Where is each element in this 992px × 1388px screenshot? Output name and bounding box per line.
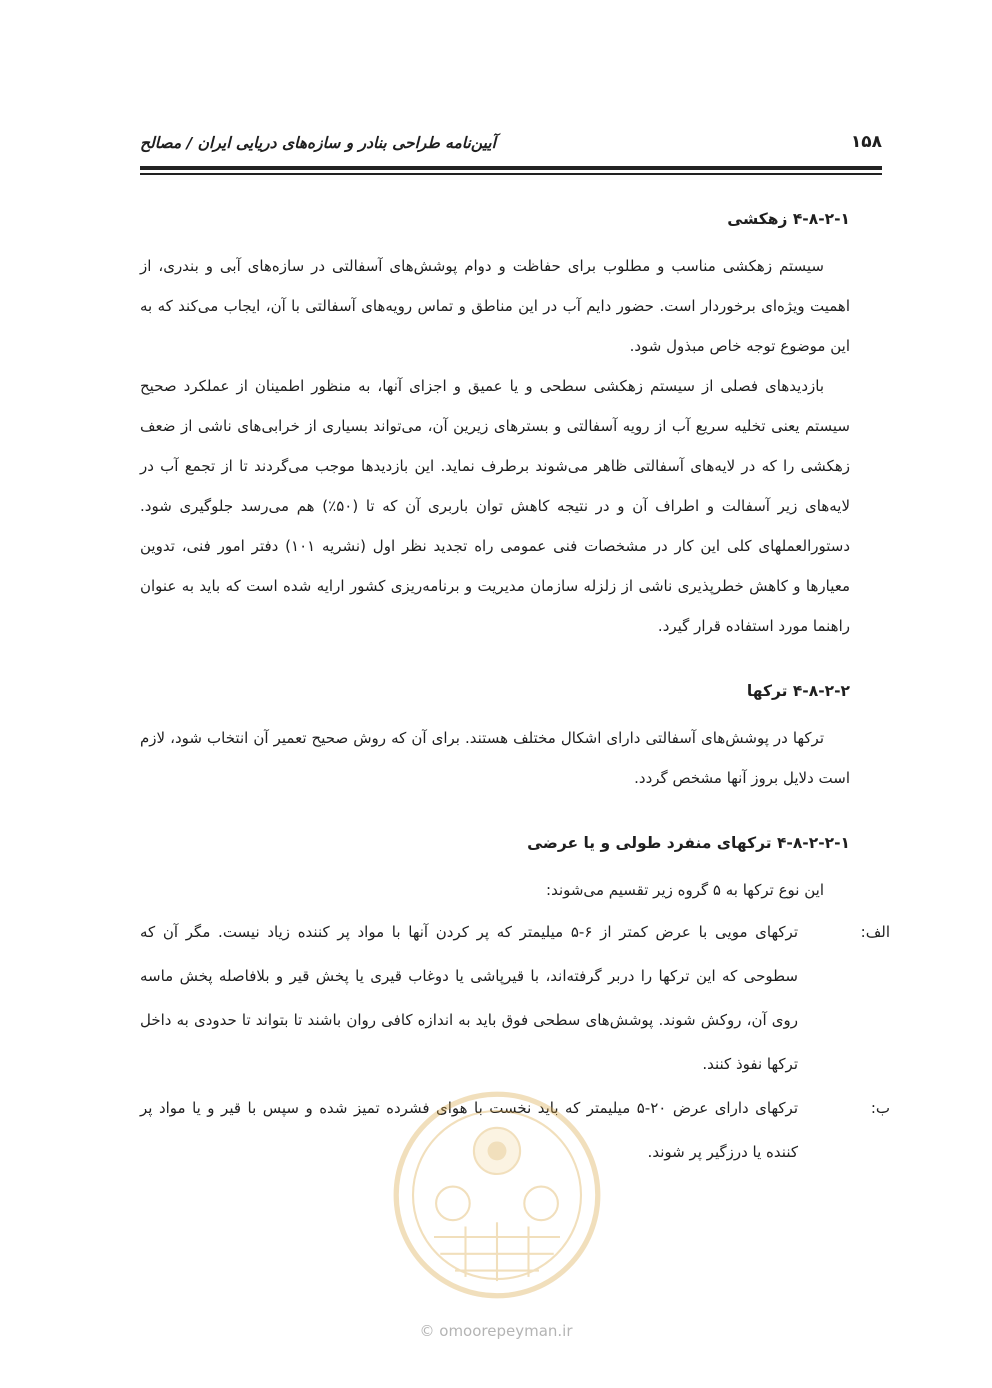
list-marker: الف: xyxy=(860,923,890,941)
document-body xyxy=(140,206,890,1174)
paragraph-drainage-2: بازدیدهای فصلی از سیستم زهکشی سطحی و یا عمیق و اجزای آنها، به منظور اطمینان از عملکرد صحیح سیستم یعنی تخلیه سریع آب از رویه آسفالتی و بسترهای زیرین آن، می‌تواند بسیاری از خرابی‌های ناشی از ضعف زهکشی را که در لایه‌های آسفالتی ظاهر می‌شوند برطرف نماید. این بازدیدها موجب می‌گردند تا از تجمع آب در لایه‌های زیر آسفالت و اطراف آن و در نتیجه کاهش توان باربری آن که تا (۵۰٪) هم می‌رسد جلوگیری شود. دستورالعملهای کلی این کار در مشخصات فنی عمومی راه تجدید نظر اول (نشریه ۱۰۱) دفتر امور فنی، تدوین معیارها و کاهش خطرپذیری ناشی از زلزله سازمان مدیریت و برنامه‌ریزی کشور ارایه شده است که باید به عنوان راهنما مورد استفاده قرار گیرد. xyxy=(140,377,851,635)
section-heading-single-cracks: ۴-۸-۲-۲-۱ ترکهای منفرد طولی و یا عرضی xyxy=(527,834,850,852)
paragraph-drainage-1: سیستم زهکشی مناسب و مطلوب برای حفاظت و دوام پوشش‌های آسفالتی در سازه‌های آبی و بندری، از اهمیت ویژه‌ای برخوردار است. حضور دایم آب در این مناطق و تماس رویه‌های آسفالتی با آن، ایجاب می‌کند که به این موضوع توجه خاص مبذول شود. xyxy=(140,257,850,355)
list-item-text: ترکهای مویی با عرض کمتر از ۶-۵ میلیمتر که پر کردن آنها با مواد پر کننده زیاد نیست. مگر آن که سطوحی که این ترکها را دربر گرفته‌اند، با قیرپاشی یا دوغاب قیری یا پخش قیر و بلافاصله پخش ماسه روی آن، روکش شوند. پوشش‌های سطحی فوق باید به اندازه کافی روان باشند تا بتواند تا حدودی به داخل ترکها نفوذ کنند. xyxy=(140,923,798,1073)
website-text: omoorepeyman.ir xyxy=(439,1322,573,1340)
list-marker: ب: xyxy=(870,1099,890,1117)
header-rule-thin xyxy=(140,173,882,175)
list-intro: این نوع ترکها به ۵ گروه زیر تقسیم می‌شوند: xyxy=(546,881,824,899)
list-item-text: ترکهای دارای عرض ۲۰-۵ میلیمتر که باید نخست با هوای فشرده تمیز شده و سپس با قیر و یا مواد پر کننده یا درزگیر پر شوند. xyxy=(140,1099,798,1161)
header-rule-thick xyxy=(140,166,882,170)
list-item xyxy=(140,1086,890,1174)
running-title: آیین‌نامه طراحی بنادر و سازه‌های دریایی ایران / مصالح xyxy=(140,134,496,152)
footer-website xyxy=(0,1322,992,1340)
list-item xyxy=(140,910,890,1086)
paragraph-cracks: ترکها در پوشش‌های آسفالتی دارای اشکال مختلف هستند. برای آن که روش صحیح تعمیر آن انتخاب شود، لازم است دلایل بروز آنها مشخص گردد. xyxy=(140,729,850,787)
section-heading-drainage: ۴-۸-۲-۱ زهکشی xyxy=(727,210,850,228)
crack-types-list xyxy=(140,910,890,1174)
section-heading-cracks: ۴-۸-۲-۲ ترکها xyxy=(746,682,850,700)
copyright-icon: © xyxy=(419,1322,435,1340)
page-header xyxy=(140,126,882,162)
page-number: ۱۵۸ xyxy=(850,132,882,152)
